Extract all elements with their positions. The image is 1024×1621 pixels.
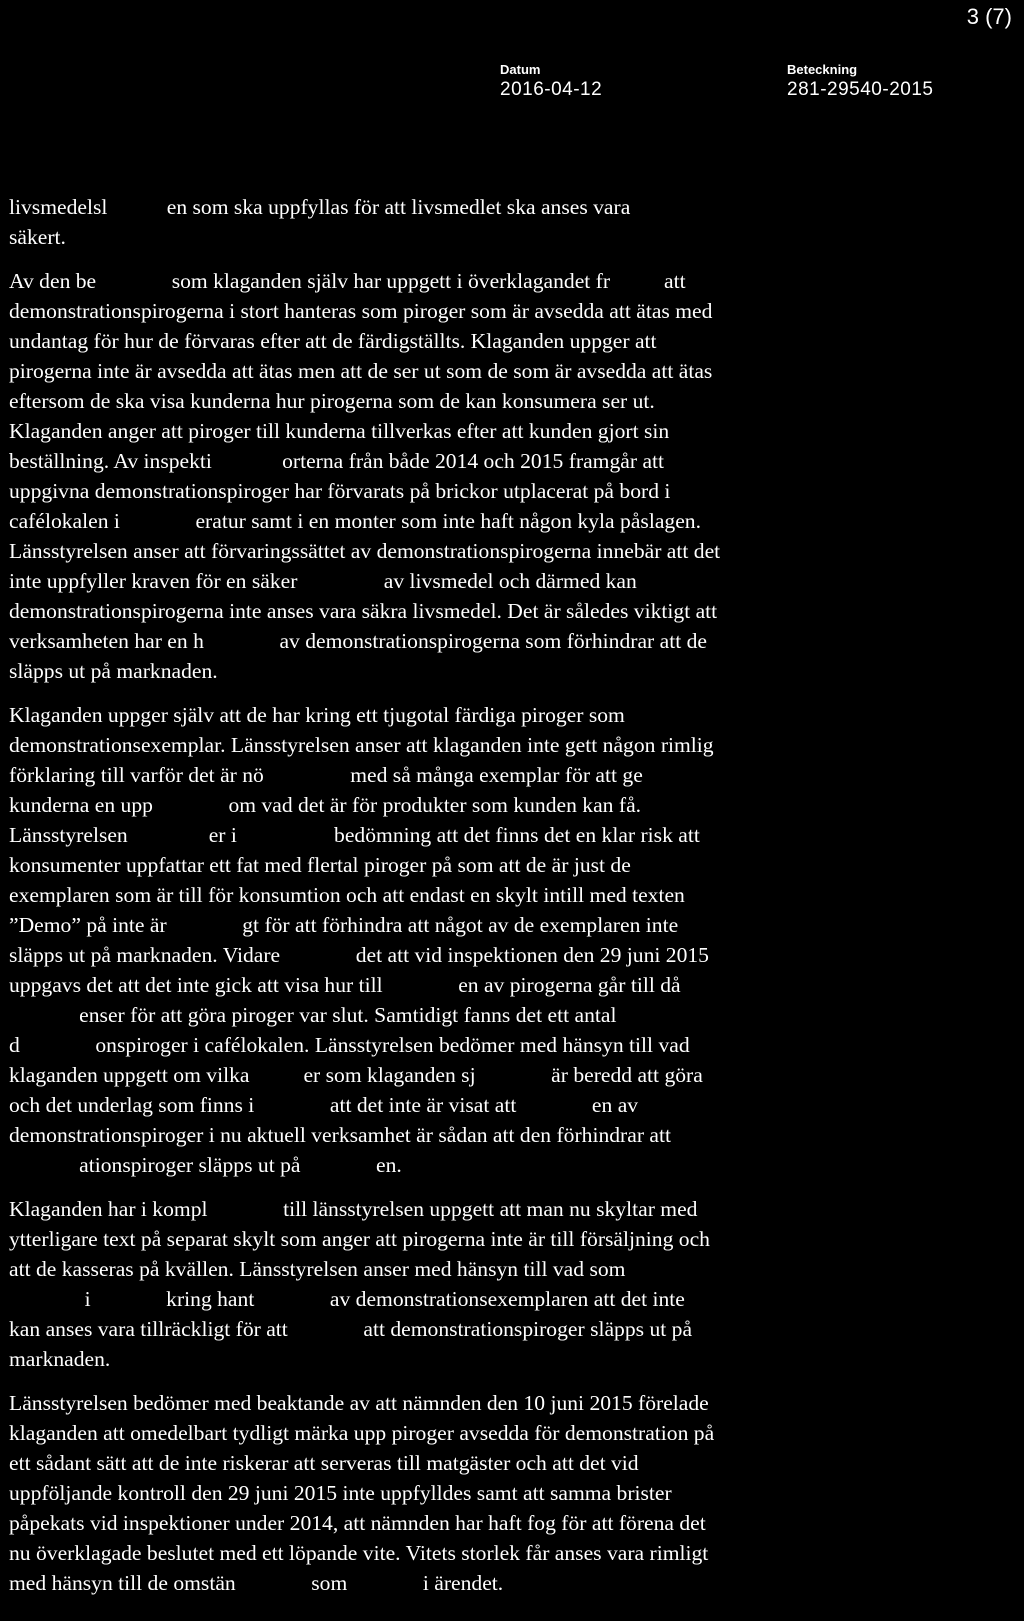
text-line: förklaring till varför det är nö med så många exemplar för att ge <box>9 763 643 787</box>
text-line: demonstrationspirogerna i stort hanteras som piroger som är avsedda att ätas med <box>9 299 713 323</box>
text-line: släpps ut på marknaden. Vidare det att vid inspektionen den 29 juni 2015 <box>9 943 709 967</box>
date-label: Datum <box>500 62 541 77</box>
text-line: pirogerna inte är avsedda att ätas men att de ser ut som de som är avsedda att ätas <box>9 359 713 383</box>
text-line: med hänsyn till de omstän som i ärendet. <box>9 1571 504 1595</box>
paragraph <box>9 700 999 1180</box>
paragraph <box>9 192 999 252</box>
text-line: ationspiroger släpps ut på en. <box>9 1153 402 1177</box>
date-value: 2016-04-12 <box>500 79 603 100</box>
text-line: uppgivna demonstrationspiroger har förvarats på brickor utplacerat på bord i <box>9 479 671 503</box>
text-line: Länsstyrelsen bedömer med beaktande av att nämnden den 10 juni 2015 förelade <box>9 1391 709 1415</box>
reference-value: 281-29540-2015 <box>787 79 934 100</box>
text-line: ett sådant sätt att de inte riskerar att serveras till matgäster och att det vid <box>9 1451 639 1475</box>
text-line: marknaden. <box>9 1347 111 1371</box>
text-line: släpps ut på marknaden. <box>9 659 218 683</box>
page-number: 3 (7) <box>966 4 1012 29</box>
text-line: ytterligare text på separat skylt som anger att pirogerna inte är till försäljning och <box>9 1227 710 1251</box>
paragraph <box>9 266 999 686</box>
text-line: nu överklagade beslutet med ett löpande vite. Vitets storlek får anses vara rimligt <box>9 1541 709 1565</box>
text-line: klaganden att omedelbart tydligt märka upp piroger avsedda för demonstration på <box>9 1421 715 1445</box>
text-line: exemplaren som är till för konsumtion och att endast en skylt intill med texten <box>9 883 685 907</box>
text-line: och det underlag som finns i att det inte är visat att en av <box>9 1093 639 1117</box>
text-line: verksamheten har en h av demonstrationspirogerna som förhindrar att de <box>9 629 707 653</box>
text-line: demonstrationspiroger i nu aktuell verksamhet är sådan att den förhindrar att <box>9 1123 671 1147</box>
text-line: livsmedelsl en som ska uppfyllas för att livsmedlet ska anses vara <box>9 195 631 219</box>
text-line: Av den be som klaganden själv har uppgett i överklagandet fr att <box>9 269 686 293</box>
text-line: i kring hant av demonstrationsexemplaren att det inte <box>9 1287 685 1311</box>
text-line: säkert. <box>9 225 66 249</box>
text-line: inte uppfyller kraven för en säker av livsmedel och därmed kan <box>9 569 637 593</box>
text-line: Klaganden har i kompl till länsstyrelsen uppgett att man nu skyltar med <box>9 1197 698 1221</box>
text-line: demonstrationsexemplar. Länsstyrelsen anser att klaganden inte gett någon rimlig <box>9 733 714 757</box>
text-line: eftersom de ska visa kunderna hur pirogerna som de kan konsumera ser ut. <box>9 389 655 413</box>
text-line: konsumenter uppfattar ett fat med flertal piroger på som att de är just de <box>9 853 631 877</box>
text-line: d onspiroger i cafélokalen. Länsstyrelsen bedömer med hänsyn till vad <box>9 1033 690 1057</box>
text-line: Klaganden uppger själv att de har kring ett tjugotal färdiga piroger som <box>9 703 625 727</box>
text-line: uppföljande kontroll den 29 juni 2015 inte uppfylldes samt att samma brister <box>9 1481 672 1505</box>
text-line: ”Demo” på inte är gt för att förhindra att något av de exemplaren inte <box>9 913 679 937</box>
text-line: demonstrationspirogerna inte anses vara säkra livsmedel. Det är således viktigt att <box>9 599 718 623</box>
reference-block <box>787 62 933 102</box>
text-line: beställning. Av inspekti orterna från både 2014 och 2015 framgår att <box>9 449 665 473</box>
document-body <box>9 192 999 1612</box>
text-line: cafélokalen i eratur samt i en monter som inte haft någon kyla påslagen. <box>9 509 701 533</box>
text-line: enser för att göra piroger var slut. Samtidigt fanns det ett antal <box>9 1003 617 1027</box>
text-line: Klaganden anger att piroger till kunderna tillverkas efter att kunden gjort sin <box>9 419 670 443</box>
text-line: kan anses vara tillräckligt för att att demonstrationspiroger släpps ut på <box>9 1317 693 1341</box>
paragraph <box>9 1388 999 1598</box>
text-line: Länsstyrelsen anser att förvaringssättet av demonstrationspirogerna innebär att det <box>9 539 721 563</box>
date-block <box>500 62 602 102</box>
paragraph <box>9 1194 999 1374</box>
text-line: kunderna en upp om vad det är för produkter som kunden kan få. <box>9 793 642 817</box>
text-line: undantag för hur de förvaras efter att de färdigställts. Klaganden uppger att <box>9 329 657 353</box>
reference-label: Beteckning <box>787 62 858 77</box>
text-line: Länsstyrelsen er i bedömning att det finns det en klar risk att <box>9 823 700 847</box>
text-line: påpekats vid inspektioner under 2014, att nämnden har haft fog för att förena det <box>9 1511 706 1535</box>
text-line: klaganden uppgett om vilka er som klaganden sj är beredd att göra <box>9 1063 703 1087</box>
text-line: att de kasseras på kvällen. Länsstyrelsen anser med hänsyn till vad som <box>9 1257 626 1281</box>
text-line: uppgavs det att det inte gick att visa hur till en av pirogerna går till då <box>9 973 681 997</box>
